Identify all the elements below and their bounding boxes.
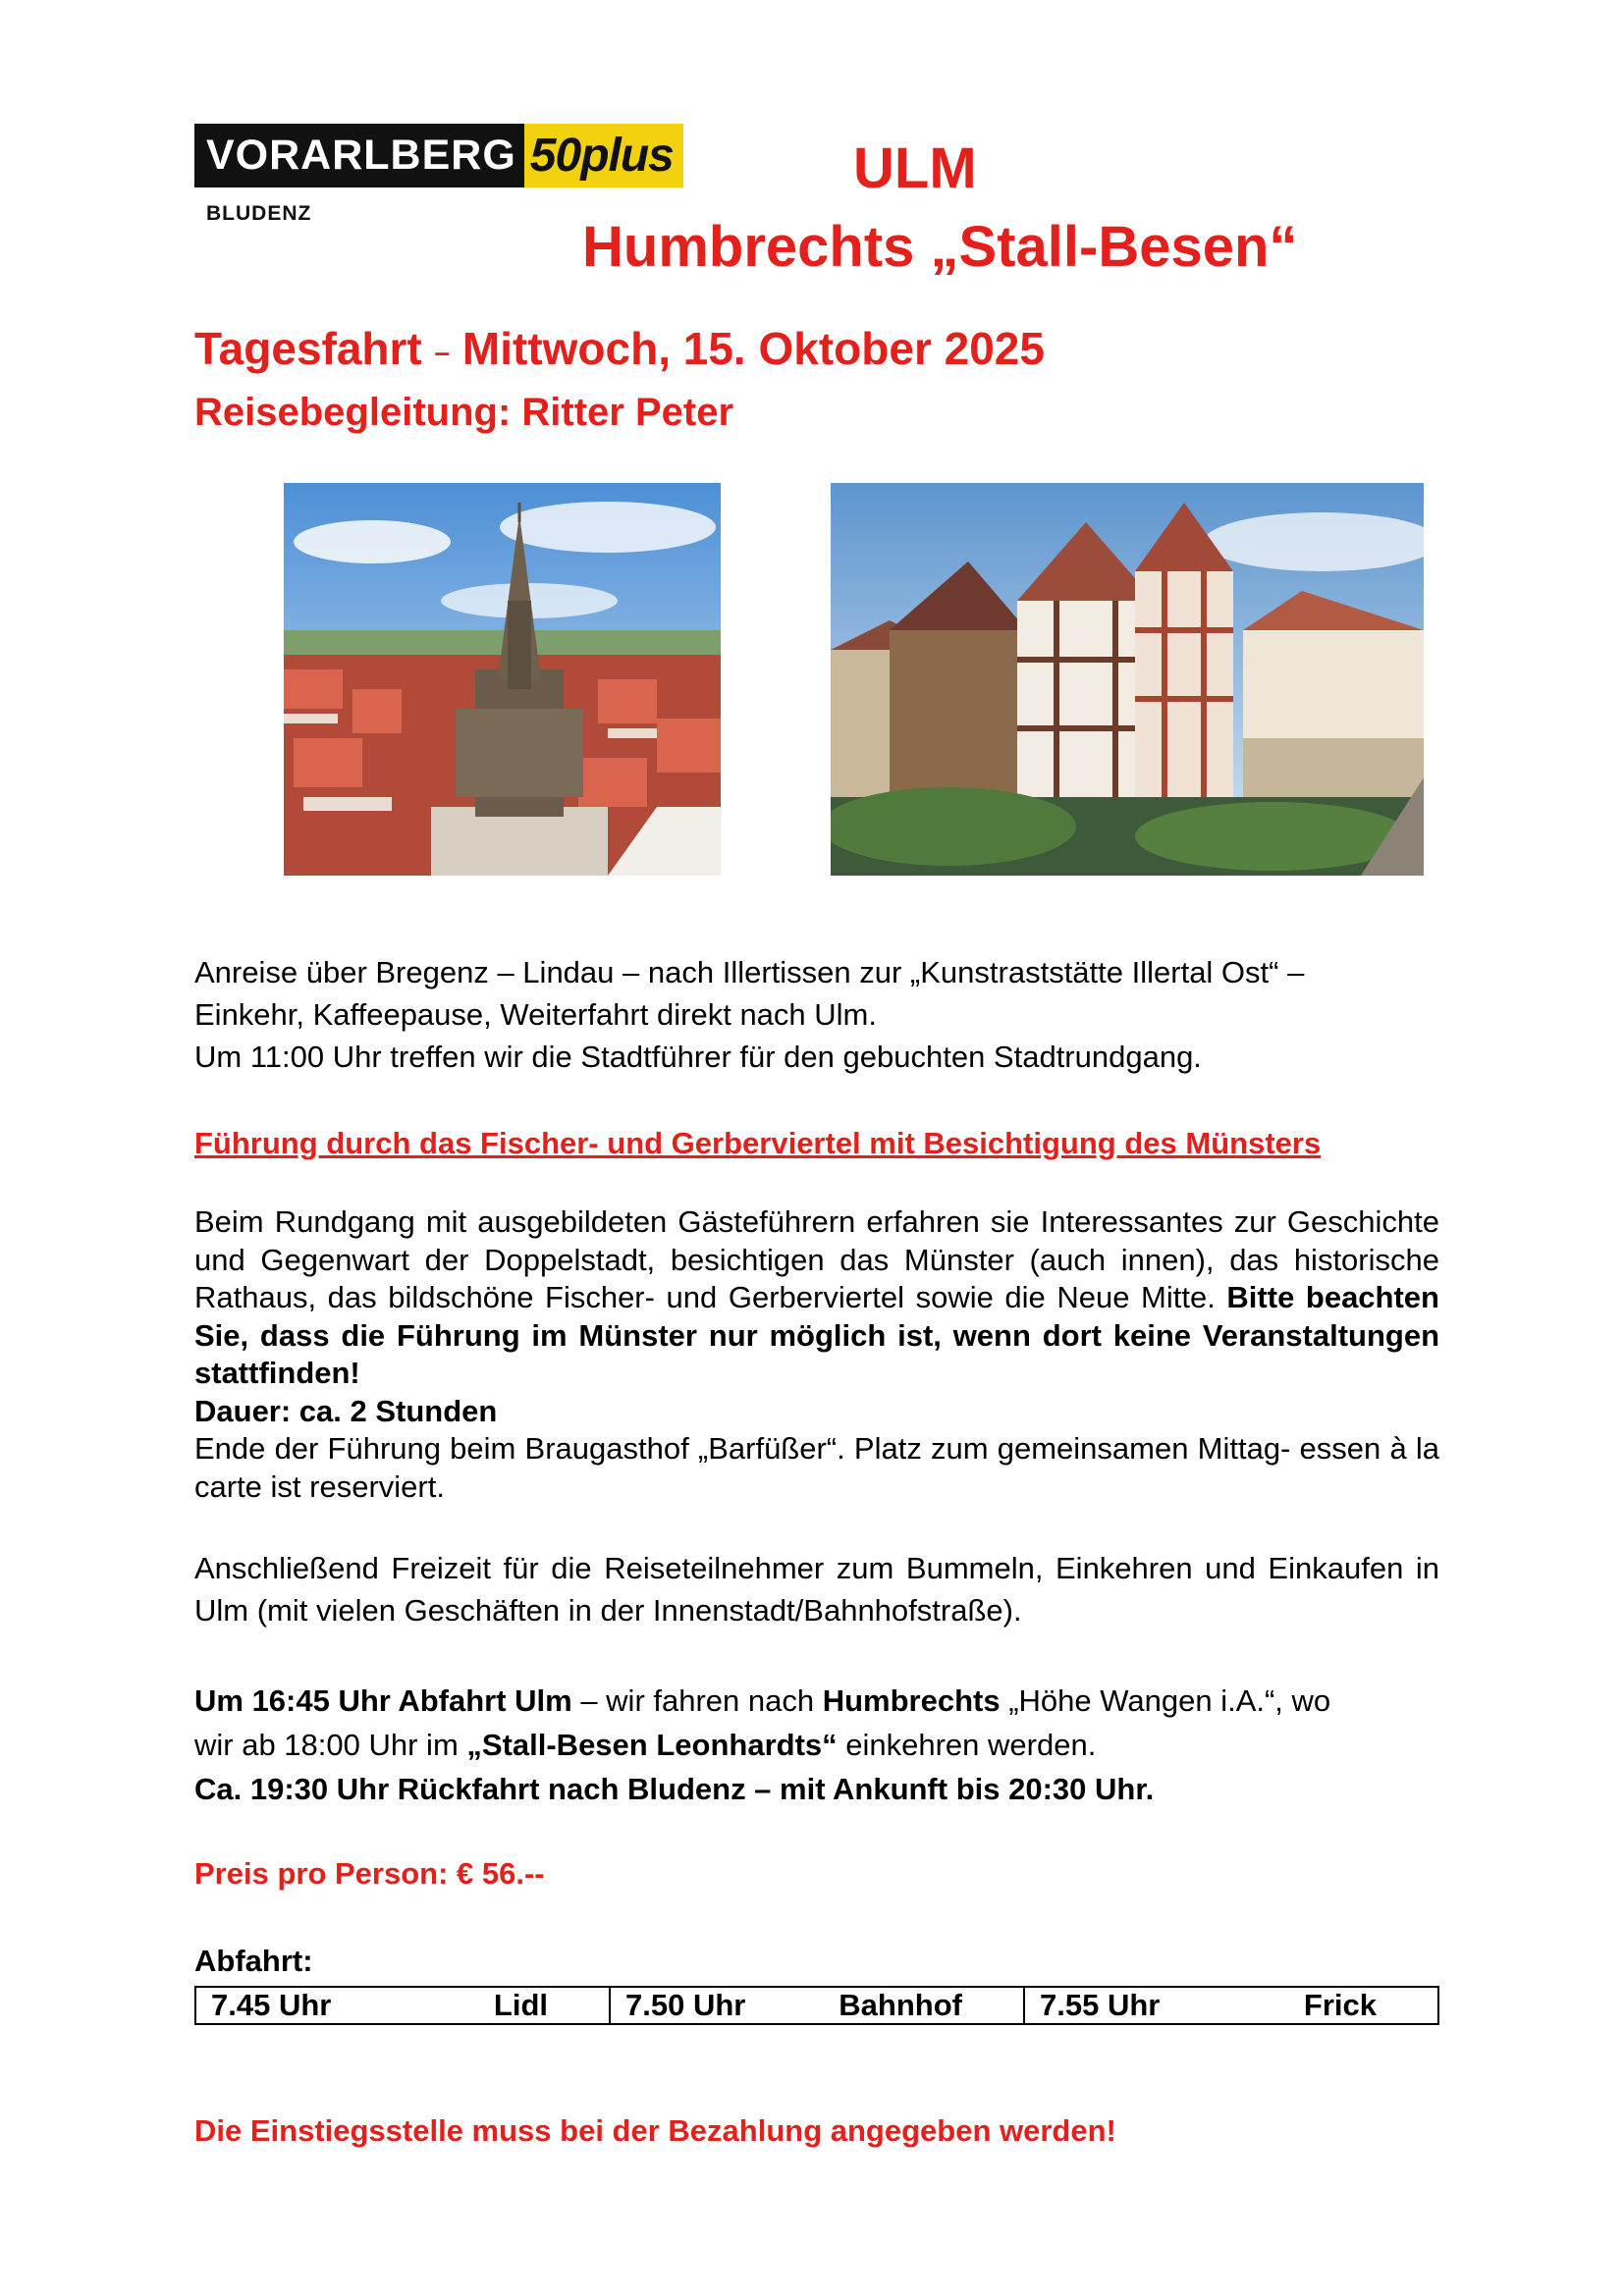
departure-label: Abfahrt:	[194, 1944, 313, 1978]
return-text-3: wir ab 18:00 Uhr im	[194, 1728, 467, 1762]
return-line-3	[194, 1767, 1439, 1811]
price: Preis pro Person: € 56.--	[194, 1856, 545, 1891]
departure-time: 7.50 Uhr	[625, 1988, 746, 2022]
return-line-2	[194, 1723, 1439, 1767]
footer-note: Die Einstiegsstelle muss bei der Bezahlung angegeben werden!	[194, 2113, 1116, 2148]
tour-heading: Führung durch das Fischer- und Gerberviertel mit Besichtigung des Münsters	[194, 1126, 1322, 1160]
page-title: ULM	[853, 136, 977, 200]
tour-text: Beim Rundgang mit ausgebildeten Gästeführern erfahren sie Interessantes zur Geschichte und Gegenwart der Doppelstadt, besichtigen das Münster (auch innen), das historische Rathaus, das bildschöne Fischer- und Gerberviertel sowie die Neue Mitte.	[194, 1204, 1439, 1314]
logo-tag: 50plus	[524, 124, 683, 187]
return-venue: „Stall-Besen Leonhardts“	[466, 1728, 838, 1762]
departure-stop	[1023, 1988, 1437, 2023]
tour-paragraph	[194, 1203, 1439, 1506]
tour-duration: Dauer: ca. 2 Stunden	[194, 1393, 498, 1428]
return-text-1: – wir fahren nach	[571, 1683, 823, 1718]
departure-stop	[196, 1988, 609, 2023]
intro-line-3: Um 11:00 Uhr treffen wir die Stadtführer für den gebuchten Stadtrundgang.	[194, 1040, 1202, 1074]
departure-place: Frick	[1303, 1988, 1377, 2022]
trip-heading-dash: –	[434, 336, 451, 367]
guide-heading: Reisebegleitung: Ritter Peter	[194, 391, 734, 434]
return-departure: Um 16:45 Uhr Abfahrt Ulm	[194, 1683, 572, 1718]
logo-brand: VORARLBERG	[194, 124, 524, 187]
return-line-1	[194, 1679, 1439, 1723]
return-paragraph	[194, 1679, 1439, 1811]
departure-time: 7.55 Uhr	[1040, 1988, 1161, 2022]
logo-subtitle: BLUDENZ	[206, 202, 312, 225]
return-destination: Humbrechts	[822, 1683, 1001, 1718]
trip-heading	[194, 322, 1045, 375]
return-text-4: einkehren werden.	[837, 1728, 1097, 1762]
return-text-2: „Höhe Wangen i.A.“, wo	[1000, 1683, 1331, 1718]
page-subtitle: Humbrechts „Stall-Besen“	[582, 215, 1298, 279]
departure-stop	[609, 1988, 1023, 2023]
ulm-minster-photo	[284, 483, 721, 876]
freetime-paragraph: Anschließend Freizeit für die Reiseteilnehmer zum Bummeln, Einkehren und Einkaufen in Ulm (mit vielen Geschäften in der Innenstadt/Bahnhofstraße).	[194, 1551, 1439, 1628]
trip-heading-a: Tagesfahrt	[194, 323, 435, 374]
fischerviertel-photo	[831, 483, 1424, 876]
departure-table	[194, 1986, 1439, 2025]
tour-note: Bitte beachten Sie, dass die Führung im Münster nur möglich ist, wenn dort keine Veranstaltungen stattfinden!	[194, 1280, 1439, 1390]
departure-place: Lidl	[493, 1988, 548, 2022]
intro-paragraph	[194, 951, 1441, 1078]
tour-lunch: Ende der Führung beim Braugasthof „Barfüßer“. Platz zum gemeinsamen Mittag- essen à la carte ist reserviert.	[194, 1431, 1439, 1504]
departure-time: 7.45 Uhr	[211, 1988, 332, 2022]
logo	[194, 124, 674, 187]
intro-line-1: Anreise über Bregenz – Lindau – nach Illertissen zur „Kunstraststätte Illertal Ost“ –	[194, 955, 1305, 989]
departure-place: Bahnhof	[839, 1988, 962, 2022]
trip-heading-b: Mittwoch, 15. Oktober 2025	[450, 323, 1045, 374]
return-trip: Ca. 19:30 Uhr Rückfahrt nach Bludenz – mit Ankunft bis 20:30 Uhr.	[194, 1772, 1155, 1806]
intro-line-2: Einkehr, Kaffeepause, Weiterfahrt direkt nach Ulm.	[194, 997, 877, 1032]
